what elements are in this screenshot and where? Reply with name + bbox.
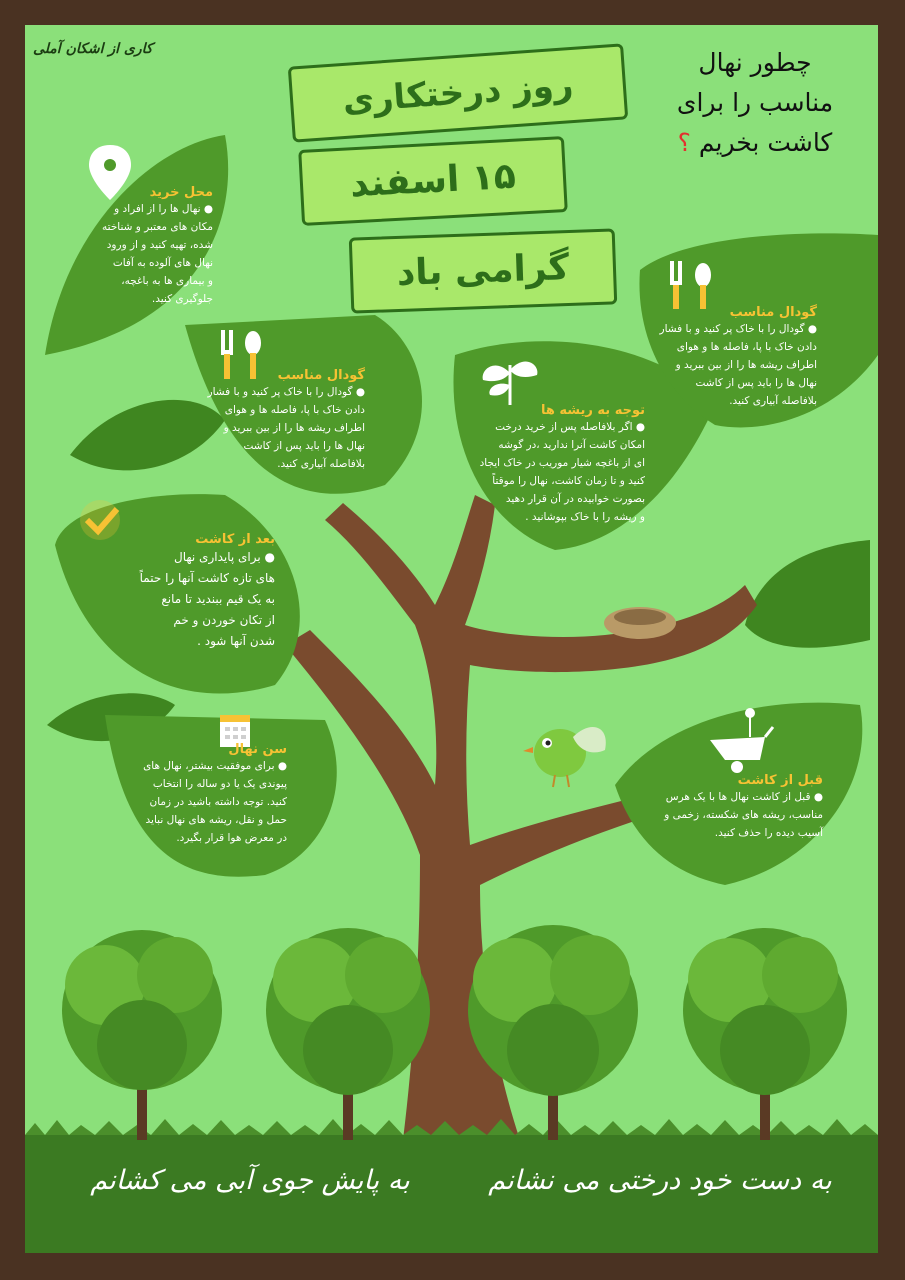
question-line-2: مناسب را برای [676,88,834,117]
leaf-title: قبل از کاشت [737,773,823,788]
leaf-title: گودال مناسب [277,368,365,383]
leaf-title: گودال مناسب [729,305,817,320]
nest-icon [604,607,676,639]
leaf-title: توجه به ریشه ها [541,403,645,418]
bird-icon [523,727,606,787]
banner-line-2: ۱۵ اسفند [298,136,568,226]
small-tree [62,930,222,1140]
banner-line-1: روز درختکاری [288,43,628,142]
banner [280,55,630,310]
leaf-before-text [635,773,823,842]
question-mark: ؟ [677,128,691,157]
leaf-title: بعد از کاشت [195,532,275,547]
small-tree [266,928,430,1140]
footer-left-text: به پایش جوی آبی می کشانم [90,1165,410,1196]
leaf-body: ● اگر بلافاصله پس از خرید درخت امکان کاشت آنرا ندارید ،در گوشه ای از باغچه شیار موریب در خاک ایجاد کنید و تا زمان کاشت، نهال را موقتاً بصورت خوابیده در آن قرار دهید و ریشه را با خاک بپوشانید . [479,421,645,523]
leaf-body: ● قبل از کاشت نهال ها با یک هرس مناسب، ریشه های شکسته، زخمی و آسیب دیده را حذف کنید. [664,791,823,839]
leaf-place-text [63,185,213,308]
question-title [650,43,860,163]
credit-text: کاری از اشکان آملی [33,41,153,57]
leaf-after-text [110,532,275,652]
leaf-age-text [117,742,287,847]
leaf-pit-right-text [645,305,817,410]
leaf-title: سن نهال [228,742,287,757]
leaf-body: ● برای موفقیت بیشتر، نهال های پیوندی یک یا دو ساله را انتخاب کنید. توجه داشته باشید در زمان حمل و نقل، ریشه های نهال نباید در معرض هوا قرار بگیرد. [143,760,287,844]
decorative-leaf [745,540,870,648]
leaf-body: ● گودال را با خاک پر کنید و با فشار دادن خاک با پا، فاصله ها و هوای اطراف ریشه ها را از بین ببرید و نهال ها را باید پس از کاشت بلافاصله آبیاری کنید. [659,323,817,407]
question-line-3: کاشت بخریم ؟ [677,128,833,157]
leaf-body: ● برای پایداری نهال های تازه کاشت آنها را حتماً به یک قیم ببندید تا مانع از تکان خوردن و خم شدن آنها شود . [139,550,275,648]
leaf-roots-text [465,403,645,526]
small-tree [683,928,847,1140]
leaf-title: محل خرید [149,185,213,200]
question-line-1: چطور نهال [698,48,812,77]
banner-line-3: گرامی باد [349,228,617,313]
leaf-body: ● نهال ها را از افراد و مکان های معتبر و شناخته شده، تهیه کنید و از ورود نهال های آلوده به آفات و بیماری ها به باغچه، جلوگیری کنید. [102,203,213,305]
leaf-pit-left-text [200,368,365,473]
poster-frame [25,25,878,1253]
footer-right-text: به دست خود درختی می نشانم [488,1165,832,1196]
leaf-body: ● گودال را با خاک پر کنید و با فشار دادن خاک با پا، فاصله ها و هوای اطراف ریشه ها را از بین ببرید و نهال ها را باید پس از کاشت بلافاصله آبیاری کنید. [207,386,365,470]
